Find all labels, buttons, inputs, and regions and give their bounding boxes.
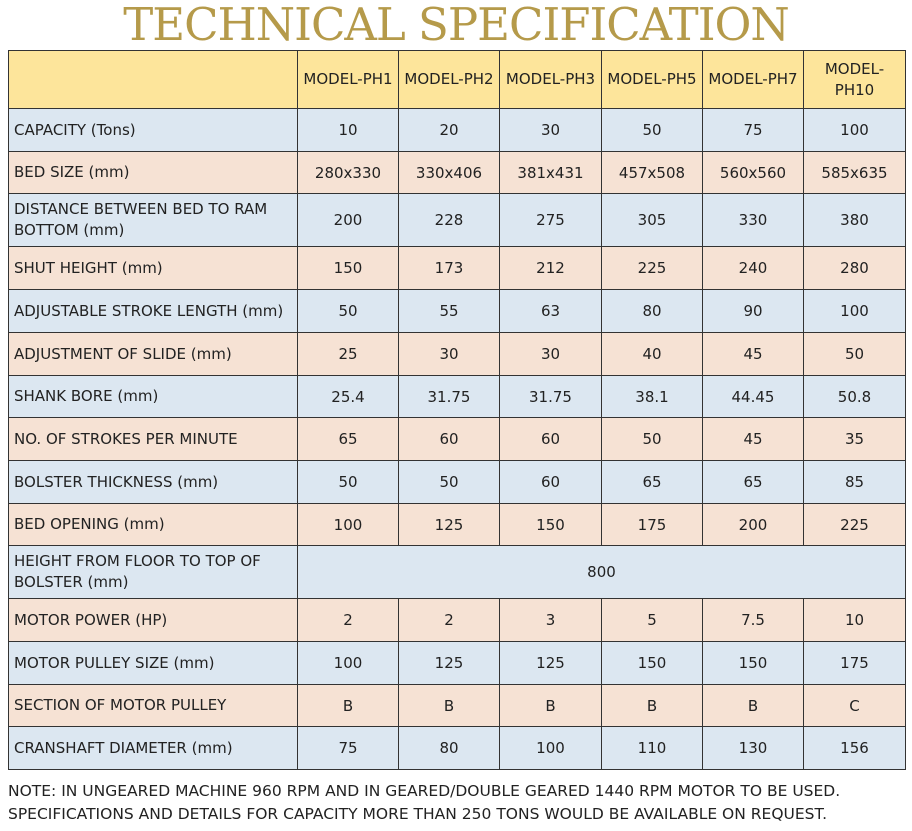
value-cell: 80 — [602, 290, 703, 333]
row-label: ADJUSTABLE STROKE LENGTH (mm) — [9, 290, 298, 333]
value-cell: 212 — [500, 247, 602, 290]
value-cell: 156 — [804, 727, 906, 770]
table-row — [9, 504, 906, 546]
value-cell: 50 — [298, 290, 399, 333]
value-cell: 5 — [602, 599, 703, 642]
value-cell: 125 — [399, 642, 500, 685]
note-line-1: NOTE: IN UNGEARED MACHINE 960 RPM AND IN GEARED/DOUBLE GEARED 1440 RPM MOTOR TO BE USED. — [8, 782, 841, 800]
value-cell: 50 — [602, 418, 703, 461]
table-row — [9, 109, 906, 152]
row-label: CAPACITY (Tons) — [9, 109, 298, 152]
value-cell: 10 — [804, 599, 906, 642]
value-cell: 330x406 — [399, 152, 500, 194]
value-cell: 100 — [500, 727, 602, 770]
value-cell: 75 — [703, 109, 804, 152]
merged-value-cell: 800 — [298, 546, 906, 599]
page-title-text: TECHNICAL SPECIFICATION — [123, 0, 789, 54]
table-row — [9, 461, 906, 504]
value-cell: 330 — [703, 194, 804, 247]
value-cell: 110 — [602, 727, 703, 770]
value-cell: 200 — [298, 194, 399, 247]
value-cell: 25.4 — [298, 376, 399, 418]
notes — [8, 780, 908, 826]
row-label: ADJUSTMENT OF SLIDE (mm) — [9, 333, 298, 376]
value-cell: 100 — [804, 290, 906, 333]
value-cell: 280 — [804, 247, 906, 290]
value-cell: 60 — [399, 418, 500, 461]
value-cell: C — [804, 685, 906, 727]
row-label: BOLSTER THICKNESS (mm) — [9, 461, 298, 504]
value-cell: B — [399, 685, 500, 727]
header-model-ph3: MODEL-PH3 — [500, 51, 602, 109]
value-cell: 457x508 — [602, 152, 703, 194]
row-label: SHANK BORE (mm) — [9, 376, 298, 418]
value-cell: 40 — [602, 333, 703, 376]
value-cell: 100 — [298, 504, 399, 546]
value-cell: B — [500, 685, 602, 727]
table-row — [9, 546, 906, 599]
value-cell: 55 — [399, 290, 500, 333]
value-cell: 10 — [298, 109, 399, 152]
value-cell: 80 — [399, 727, 500, 770]
value-cell: 305 — [602, 194, 703, 247]
value-cell: 3 — [500, 599, 602, 642]
value-cell: 225 — [602, 247, 703, 290]
table-row — [9, 247, 906, 290]
value-cell: 7.5 — [703, 599, 804, 642]
value-cell: 150 — [703, 642, 804, 685]
value-cell: B — [298, 685, 399, 727]
value-cell: 100 — [804, 109, 906, 152]
value-cell: 225 — [804, 504, 906, 546]
value-cell: 50 — [298, 461, 399, 504]
row-label: BED SIZE (mm) — [9, 152, 298, 194]
value-cell: 44.45 — [703, 376, 804, 418]
header-model-ph2: MODEL-PH2 — [399, 51, 500, 109]
row-label: MOTOR POWER (HP) — [9, 599, 298, 642]
value-cell: 150 — [500, 504, 602, 546]
header-model-ph10: MODEL-PH10 — [804, 51, 906, 109]
table-row — [9, 642, 906, 685]
value-cell: 31.75 — [500, 376, 602, 418]
table-row — [9, 333, 906, 376]
table-row — [9, 727, 906, 770]
value-cell: 65 — [703, 461, 804, 504]
table-row — [9, 290, 906, 333]
header-row — [9, 51, 906, 109]
header-blank-cell — [9, 51, 298, 109]
header-model-ph7: MODEL-PH7 — [703, 51, 804, 109]
value-cell: 50 — [804, 333, 906, 376]
value-cell: 30 — [500, 109, 602, 152]
value-cell: 90 — [703, 290, 804, 333]
value-cell: 60 — [500, 461, 602, 504]
table-row — [9, 194, 906, 247]
row-label: BED OPENING (mm) — [9, 504, 298, 546]
value-cell: 125 — [399, 504, 500, 546]
note-line-2: SPECIFICATIONS AND DETAILS FOR CAPACITY MORE THAN 250 TONS WOULD BE AVAILABLE ON REQUEST. — [8, 805, 828, 823]
value-cell: 65 — [602, 461, 703, 504]
value-cell: 560x560 — [703, 152, 804, 194]
row-label: SHUT HEIGHT (mm) — [9, 247, 298, 290]
value-cell: 45 — [703, 418, 804, 461]
value-cell: 65 — [298, 418, 399, 461]
value-cell: 240 — [703, 247, 804, 290]
value-cell: 381x431 — [500, 152, 602, 194]
value-cell: 585x635 — [804, 152, 906, 194]
header-model-ph5: MODEL-PH5 — [602, 51, 703, 109]
value-cell: 50 — [602, 109, 703, 152]
value-cell: 150 — [298, 247, 399, 290]
table-row — [9, 418, 906, 461]
table-row — [9, 685, 906, 727]
value-cell: 175 — [804, 642, 906, 685]
table-row — [9, 599, 906, 642]
value-cell: 100 — [298, 642, 399, 685]
value-cell: 50 — [399, 461, 500, 504]
row-label: DISTANCE BETWEEN BED TO RAM BOTTOM (mm) — [9, 194, 298, 247]
value-cell: 275 — [500, 194, 602, 247]
value-cell: 30 — [500, 333, 602, 376]
value-cell: 200 — [703, 504, 804, 546]
value-cell: 45 — [703, 333, 804, 376]
value-cell: 173 — [399, 247, 500, 290]
table-row — [9, 376, 906, 418]
spec-table — [8, 50, 906, 770]
value-cell: B — [602, 685, 703, 727]
value-cell: 2 — [399, 599, 500, 642]
value-cell: 30 — [399, 333, 500, 376]
value-cell: 228 — [399, 194, 500, 247]
spec-table-body — [9, 109, 906, 770]
row-label: MOTOR PULLEY SIZE (mm) — [9, 642, 298, 685]
value-cell: 35 — [804, 418, 906, 461]
value-cell: 75 — [298, 727, 399, 770]
value-cell: 380 — [804, 194, 906, 247]
value-cell: 280x330 — [298, 152, 399, 194]
value-cell: 50.8 — [804, 376, 906, 418]
value-cell: 2 — [298, 599, 399, 642]
row-label: SECTION OF MOTOR PULLEY — [9, 685, 298, 727]
value-cell: 25 — [298, 333, 399, 376]
value-cell: 20 — [399, 109, 500, 152]
row-label: NO. OF STROKES PER MINUTE — [9, 418, 298, 461]
value-cell: 60 — [500, 418, 602, 461]
value-cell: 125 — [500, 642, 602, 685]
page-title — [0, 0, 912, 50]
row-label: CRANSHAFT DIAMETER (mm) — [9, 727, 298, 770]
value-cell: 175 — [602, 504, 703, 546]
value-cell: 150 — [602, 642, 703, 685]
value-cell: 38.1 — [602, 376, 703, 418]
value-cell: B — [703, 685, 804, 727]
value-cell: 31.75 — [399, 376, 500, 418]
table-row — [9, 152, 906, 194]
value-cell: 85 — [804, 461, 906, 504]
header-model-ph1: MODEL-PH1 — [298, 51, 399, 109]
value-cell: 130 — [703, 727, 804, 770]
value-cell: 63 — [500, 290, 602, 333]
row-label: HEIGHT FROM FLOOR TO TOP OF BOLSTER (mm) — [9, 546, 298, 599]
